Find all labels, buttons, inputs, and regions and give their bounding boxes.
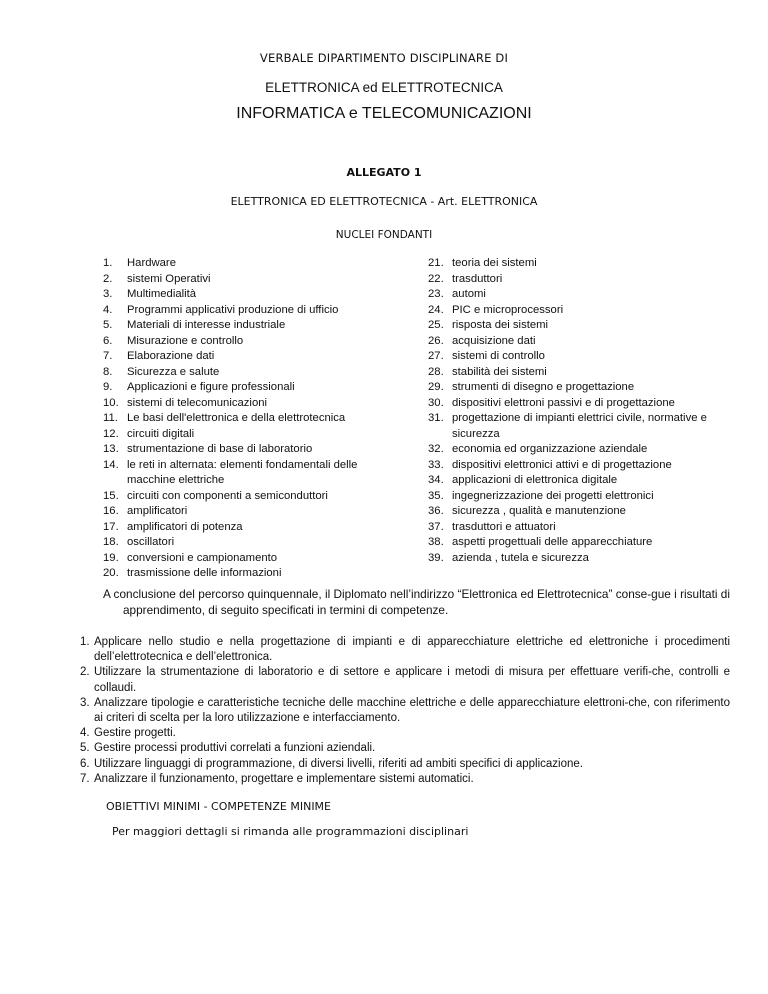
nuclei-list-left	[103, 256, 393, 582]
list-item-number: 27.	[428, 350, 444, 362]
list-item	[80, 665, 730, 695]
list-item	[103, 535, 393, 551]
header-line-2: ELETTRONICA ed ELETTROTECNICA	[265, 80, 503, 95]
list-item	[428, 256, 738, 272]
list-item	[428, 272, 738, 288]
list-item-number: 4.	[80, 727, 90, 740]
list-item-number: 2.	[80, 666, 90, 679]
list-item-text: Analizzare tipologie e caratteristiche tecniche delle macchine elettriche e delle apparecchiature elettroni-che, con riferimento ai criteri di scelta per la loro utilizzazione e interfacciamento.	[94, 696, 730, 725]
conclusion-paragraph	[103, 586, 730, 618]
list-item-text: Hardware	[127, 257, 176, 269]
list-item-text: Multimedialità	[127, 288, 197, 300]
list-item	[103, 489, 393, 505]
list-item-number: 4.	[103, 303, 113, 316]
dettagli-note: Per maggiori dettagli si rimanda alle programmazioni disciplinari	[112, 825, 469, 838]
list-item	[428, 535, 738, 551]
list-item-number: 20.	[103, 567, 119, 579]
list-item-text: amplificatori di potenza	[127, 520, 243, 533]
list-item-number: 15.	[103, 489, 119, 502]
list-item-number: 17.	[103, 520, 119, 533]
list-item	[103, 349, 393, 365]
list-item-text: Programmi applicativi produzione di ufficio	[127, 303, 339, 316]
list-item-number: 5.	[103, 319, 113, 331]
list-item-number: 12.	[103, 427, 119, 440]
list-item-text: Utilizzare la strumentazione di laboratorio e di settore e applicare i metodi di misura per effettuare verifi-che, controlli e collaudi.	[94, 666, 730, 694]
list-item-text: economia ed organizzazione aziendale	[452, 443, 648, 455]
list-item	[80, 696, 730, 726]
list-item-text: teoria dei sistemi	[452, 257, 537, 269]
list-item-number: 38.	[428, 536, 444, 548]
list-item-number: 6.	[103, 334, 113, 347]
list-item	[428, 473, 738, 489]
list-item-number: 7.	[103, 350, 113, 362]
list-item-number: 13.	[103, 443, 119, 455]
list-item	[428, 334, 738, 350]
list-item	[80, 741, 730, 756]
list-item-text: azienda , tutela e sicurezza	[452, 551, 589, 564]
section-subtitle: ELETTRONICA ED ELETTROTECNICA - Art. ELETTRONICA	[230, 195, 538, 208]
list-item-number: 39.	[428, 551, 444, 564]
list-item-text: sistemi di controllo	[452, 350, 545, 362]
list-item-text: circuiti con componenti a semiconduttori	[127, 489, 328, 502]
list-item-number: 29.	[428, 381, 444, 393]
list-item-text: trasduttori	[452, 272, 503, 285]
list-item-number: 5.	[80, 742, 90, 755]
list-item	[103, 303, 393, 319]
list-item	[80, 726, 730, 741]
list-item	[103, 380, 393, 396]
list-item-number: 18.	[103, 536, 119, 548]
list-item-number: 21.	[428, 257, 444, 269]
list-item-number: 1.	[80, 636, 90, 648]
list-item	[80, 772, 730, 787]
list-item	[428, 504, 738, 520]
list-item-number: 26.	[428, 334, 444, 347]
list-item-text: trasduttori e attuatori	[452, 520, 556, 533]
list-item	[103, 334, 393, 350]
list-item-number: 33.	[428, 458, 444, 471]
list-item-number: 8.	[103, 365, 113, 378]
list-item	[103, 504, 393, 520]
list-item-number: 3.	[103, 288, 113, 300]
list-item-text: sistemi Operativi	[127, 272, 211, 285]
list-item-text: Analizzare il funzionamento, progettare e implementare sistemi automatici.	[94, 772, 474, 785]
list-item	[428, 411, 738, 442]
list-item-number: 31.	[428, 412, 444, 424]
list-item-number: 30.	[428, 396, 444, 409]
list-item-text: trasmissione delle informazioni	[127, 567, 282, 579]
list-item	[428, 318, 738, 334]
list-item-text: sicurezza , qualità e manutenzione	[452, 505, 626, 517]
list-item-text: circuiti digitali	[127, 427, 195, 440]
list-item	[103, 551, 393, 567]
list-item-text: sistemi di telecomunicazioni	[127, 396, 268, 409]
list-item-text: automi	[452, 288, 486, 300]
list-item-number: 36.	[428, 505, 444, 517]
list-item	[428, 520, 738, 536]
list-item-text: Materiali di interesse industriale	[127, 319, 286, 331]
list-item	[80, 757, 730, 772]
list-item-text: stabilità dei sistemi	[452, 365, 547, 378]
list-item-number: 16.	[103, 505, 119, 517]
list-item-number: 22.	[428, 272, 444, 285]
allegato-title: ALLEGATO 1	[346, 166, 422, 179]
list-item-number: 23.	[428, 288, 444, 300]
list-item-text: aspetti progettuali delle apparecchiature	[452, 536, 653, 548]
list-item-number: 34.	[428, 474, 444, 486]
list-item-text: Le basi dell'elettronica e della elettrotecnica	[127, 412, 346, 424]
list-item-number: 35.	[428, 489, 444, 502]
list-item-text: acquisizione dati	[452, 334, 536, 347]
list-item-text: oscillatori	[127, 536, 175, 548]
list-item-number: 3.	[80, 696, 90, 709]
list-item	[428, 303, 738, 319]
list-item	[103, 396, 393, 412]
list-item-number: 19.	[103, 551, 119, 564]
list-item-number: 28.	[428, 365, 444, 378]
list-item-number: 25.	[428, 319, 444, 331]
list-item-text: Applicare nello studio e nella progettazione di impianti e di apparecchiature elettriche ed elettroniche i procedimenti dell’elettrotecnica e dell’elettronica.	[94, 636, 730, 664]
list-item	[103, 566, 393, 582]
list-item-text: Gestire processi produttivi correlati a funzioni aziendali.	[94, 742, 376, 755]
list-item-text: ingegnerizzazione dei progetti elettronici	[452, 489, 654, 502]
list-item-number: 1.	[103, 257, 113, 269]
list-item-text: Misurazione e controllo	[127, 334, 244, 347]
nuclei-fondanti-title: NUCLEI FONDANTI	[335, 229, 433, 241]
list-item-number: 11.	[103, 412, 118, 424]
list-item-text: PIC e microprocessori	[452, 303, 564, 316]
list-item	[103, 318, 393, 334]
list-item-text: progettazione di impianti elettrici civile, normative e sicurezza	[452, 412, 707, 440]
list-item	[428, 458, 738, 474]
list-item	[103, 442, 393, 458]
list-item-text: applicazioni di elettronica digitale	[452, 474, 618, 486]
list-item-text: dispositivi elettroni passivi e di progettazione	[452, 396, 675, 409]
list-item-number: 9.	[103, 381, 113, 393]
header-line-3: INFORMATICA e TELECOMUNICAZIONI	[236, 105, 532, 122]
list-item	[428, 349, 738, 365]
nuclei-list-right	[428, 256, 738, 566]
list-item	[103, 458, 393, 489]
list-item	[428, 287, 738, 303]
list-item	[428, 396, 738, 412]
list-item	[428, 365, 738, 381]
obiettivi-heading: OBIETTIVI MINIMI - COMPETENZE MINIME	[106, 800, 332, 813]
list-item-text: amplificatori	[127, 505, 188, 517]
list-item-text: strumenti di disegno e progettazione	[452, 381, 635, 393]
list-item-text: le reti in alternata: elementi fondamentali delle macchine elettriche	[127, 458, 358, 486]
list-item-number: 2.	[103, 272, 113, 285]
list-item-text: risposta dei sistemi	[452, 319, 549, 331]
list-item	[103, 256, 393, 272]
list-item	[428, 551, 738, 567]
conclusion-text: A conclusione del percorso quinquennale, il Diplomato nell’indirizzo “Elettronica ed Elettrotecnica” conse-gue i risultati di apprendimento, di seguito specificati in termini di competenze.	[103, 587, 730, 617]
list-item	[103, 427, 393, 443]
list-item-text: Elaborazione dati	[127, 350, 215, 362]
header-line-1: VERBALE DIPARTIMENTO DISCIPLINARE DI	[259, 51, 509, 65]
list-item-text: Applicazioni e figure professionali	[127, 381, 295, 393]
competenze-list	[80, 635, 730, 787]
list-item-text: conversioni e campionamento	[127, 551, 278, 564]
list-item	[103, 520, 393, 536]
list-item	[428, 380, 738, 396]
list-item-number: 32.	[428, 443, 444, 455]
list-item	[428, 442, 738, 458]
list-item	[80, 635, 730, 665]
list-item-number: 14.	[103, 458, 119, 471]
list-item-text: Gestire progetti.	[94, 727, 176, 740]
list-item-number: 7.	[80, 772, 90, 785]
list-item	[103, 272, 393, 288]
list-item	[103, 411, 393, 427]
list-item-text: Utilizzare linguaggi di programmazione, di diversi livelli, riferiti ad ambiti specifici di applicazione.	[94, 757, 583, 770]
list-item	[428, 489, 738, 505]
list-item	[103, 365, 393, 381]
list-item	[103, 287, 393, 303]
list-item-text: strumentazione di base di laboratorio	[127, 443, 313, 455]
list-item-text: Sicurezza e salute	[127, 365, 220, 378]
list-item-text: dispositivi elettronici attivi e di progettazione	[452, 458, 672, 471]
list-item-number: 24.	[428, 303, 444, 316]
list-item-number: 37.	[428, 520, 444, 533]
list-item-number: 10.	[103, 396, 119, 409]
list-item-number: 6.	[80, 757, 90, 770]
